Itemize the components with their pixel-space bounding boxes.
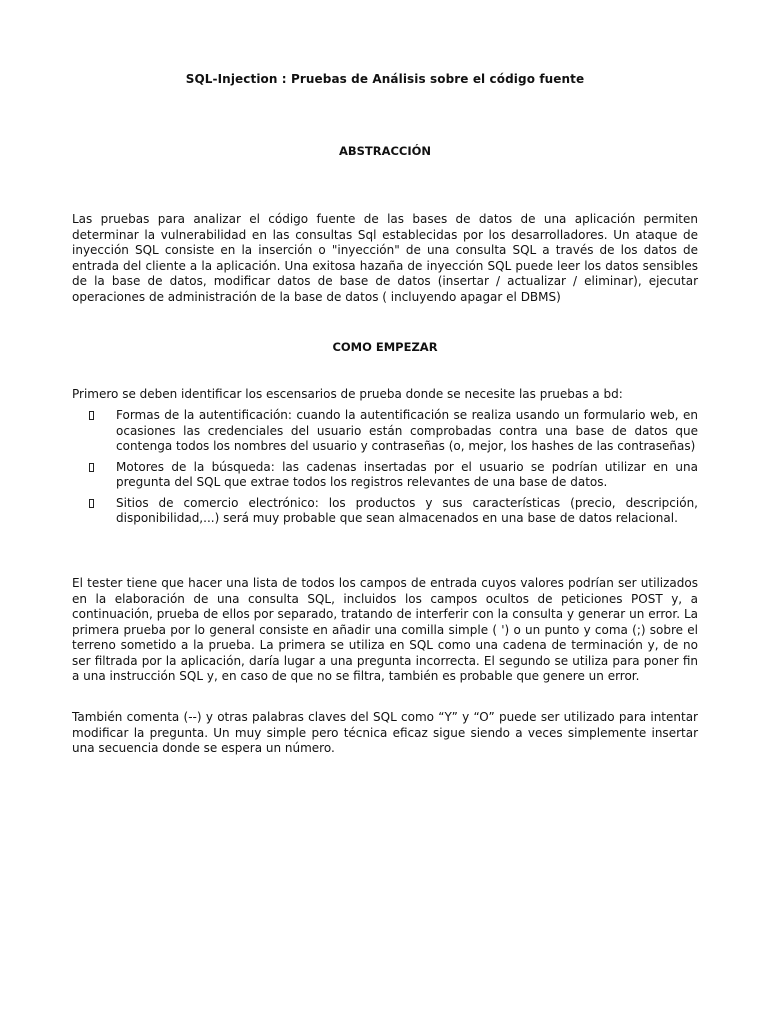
scenario-list [72,408,698,532]
abstract-paragraph: Las pruebas para analizar el código fuente de las bases de datos de una aplicación permiten determinar la vulnerabilidad en las consultas Sql establecidas por los desarrolladores. Un ataque de inyección SQL consiste en la inserción o "inyección" de una consulta SQL a través de los datos de entrada del cliente a la aplicación. Una exitosa hazaña de inyección SQL puede leer los datos sensibles de la base de datos, modificar datos de base de datos (insertar / actualizar / eliminar), ejecutar operaciones de administración de la base de datos ( incluyendo apagar el DBMS) [72,212,698,304]
section-heading-como-empezar: COMO EMPEZAR [332,340,438,354]
list-item [72,408,698,455]
tester-paragraph: El tester tiene que hacer una lista de todos los campos de entrada cuyos valores podrían ser utilizados en la elaboración de una consulta SQL, incluidos los campos ocultos de peticiones POST y, a continuación, prueba de ellos por separado, tratando de interferir con la consulta y generar un error. La primera prueba por lo general consiste en añadir una comilla simple ( ') o un punto y coma (;) sobre el terreno sometido a la prueba. La primera se utiliza en SQL como una cadena de terminación y, de no ser filtrada por la aplicación, daría lugar a una pregunta incorrecta. El segundo se utiliza para poner fin a una instrucción SQL y, en caso de que no se filtra, también es probable que genere un error. [72,576,698,683]
intro-paragraph: Primero se deben identificar los escensarios de prueba donde se necesite las pruebas a bd: [72,387,623,401]
bullet-box-icon [89,411,94,420]
section-heading-abstraccion: ABSTRACCIÓN [338,144,432,158]
list-item-text: Motores de la búsqueda: las cadenas insertadas por el usuario se podrían utilizar en una pregunta del SQL que extrae todos los registros relevantes de una base de datos. [116,459,698,489]
bullet-box-icon [89,499,94,508]
list-item [72,496,698,527]
list-item-text: Formas de la autentificación: cuando la autentificación se realiza usando un formulario web, en ocasiones las credenciales del usuario están comprobadas contra una base de datos que contenga todos los nombres del usuario y contraseñas (o, mejor, los hashes de las contraseñas) [116,408,698,453]
bullet-box-icon [89,463,94,472]
document-title: SQL-Injection : Pruebas de Análisis sobre el código fuente [185,72,585,86]
list-item-text: Sitios de comercio electrónico: los productos y sus características (precio, descripción, disponibilidad,...) será muy probable que sean almacenados en una base de datos relacional. [116,495,698,525]
list-item [72,460,698,491]
comments-paragraph: También comenta (--) y otras palabras claves del SQL como “Y” y “O” puede ser utilizado para intentar modificar la pregunta. Un muy simple pero técnica eficaz sigue siendo a veces simplemente insertar una secuencia donde se espera un número. [72,710,698,755]
